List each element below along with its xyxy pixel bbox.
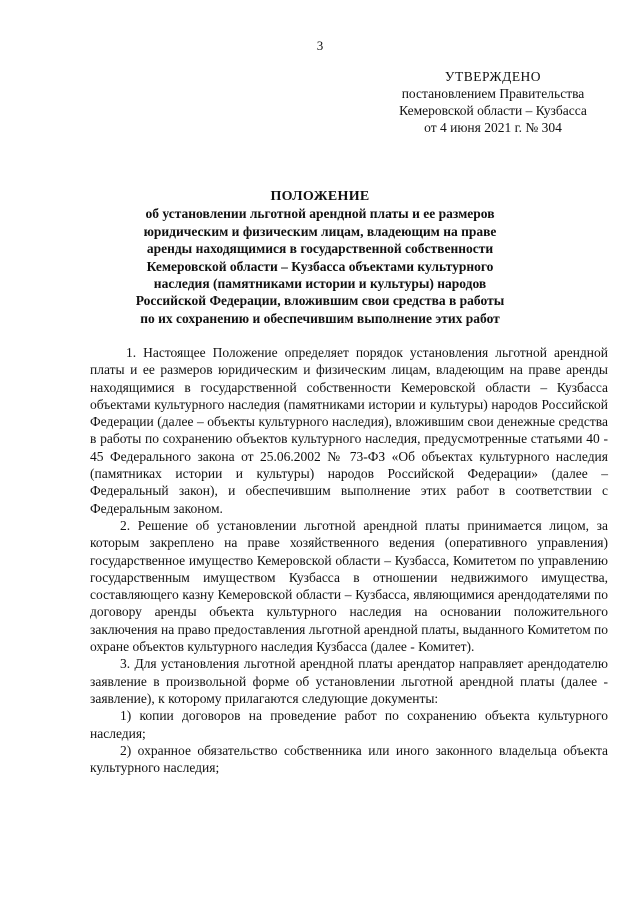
title-line: аренды находящимися в государственной собственности	[146, 241, 494, 257]
paragraph-1: 1. Настоящее Положение определяет порядок установления льготной арендной платы и ее размеров юридическим и физическим лицам, владеющим на праве аренды находящимися в государственной собственности Кемеровской области – Кузбасса объектами культурного наследия (памятниками истории и культуры) народов Российской Федерации (далее – объекты культурного наследия), вложившим свои денежные средства в работы по сохранению объектов культурного наследия, предусмотренные статьями 40 - 45 Федерального закона от 25.06.2002 № 73-ФЗ «Об объектах культурного наследия (памятниках истории и культуры) народов Российской Федерации» (далее – Федеральный закон), и обеспечившим выполнение этих работ в соответствии с Федеральным законом.	[90, 345, 608, 516]
document-body	[90, 344, 608, 776]
document-title	[90, 188, 550, 327]
approval-heading: УТВЕРЖДЕНО	[444, 69, 542, 84]
page-number: 3	[316, 38, 324, 53]
title-line: наследия (памятниками истории и культуры) народов	[153, 276, 487, 292]
approval-line: Кемеровской области – Кузбасса	[399, 103, 587, 118]
list-item-2: 2) охранное обязательство собственника или иного законного владельца объекта культурного наследия;	[90, 742, 608, 776]
approval-line: от 4 июня 2021 г. № 304	[424, 120, 562, 135]
approval-line: постановлением Правительства	[401, 86, 585, 101]
title-line: Российской Федерации, вложившим свои средства в работы	[135, 293, 505, 309]
list-item-1: 1) копии договоров на проведение работ по сохранению объекта культурного наследия;	[90, 708, 608, 741]
approval-stamp	[378, 68, 608, 136]
title-main: ПОЛОЖЕНИЕ	[270, 189, 370, 204]
title-line: юридическим и физическим лицам, владеющим на праве	[143, 223, 497, 239]
title-line: по их сохранению и обеспечившим выполнение этих работ	[140, 310, 500, 326]
title-line: об установлении льготной арендной платы и ее размеров	[145, 206, 495, 222]
title-line: Кемеровской области – Кузбасса объектами культурного	[146, 258, 494, 274]
paragraph-2: 2. Решение об установлении льготной арендной платы принимается лицом, за которым закреплено на праве хозяйственного ведения (оперативного управления) государственное имущество Кемеровской области – Кузбасса, Комитетом по управлению государственным имуществом Кузбасса в отношении недвижимого имущества, составляющего казну Кемеровской области – Кузбасса, являющимися арендодателями по договору аренды объекта культурного наследия на основании положительного заключения на право предоставления льготной арендной платы, выданного Комитетом по охране объектов культурного наследия Кузбасса (далее - Комитет).	[90, 517, 609, 655]
paragraph-3: 3. Для установления льготной арендной платы арендатор направляет арендодателю заявление в произвольной форме об установлении льготной арендной платы (далее - заявление), к которому прилагаются следующие документы:	[90, 656, 608, 706]
